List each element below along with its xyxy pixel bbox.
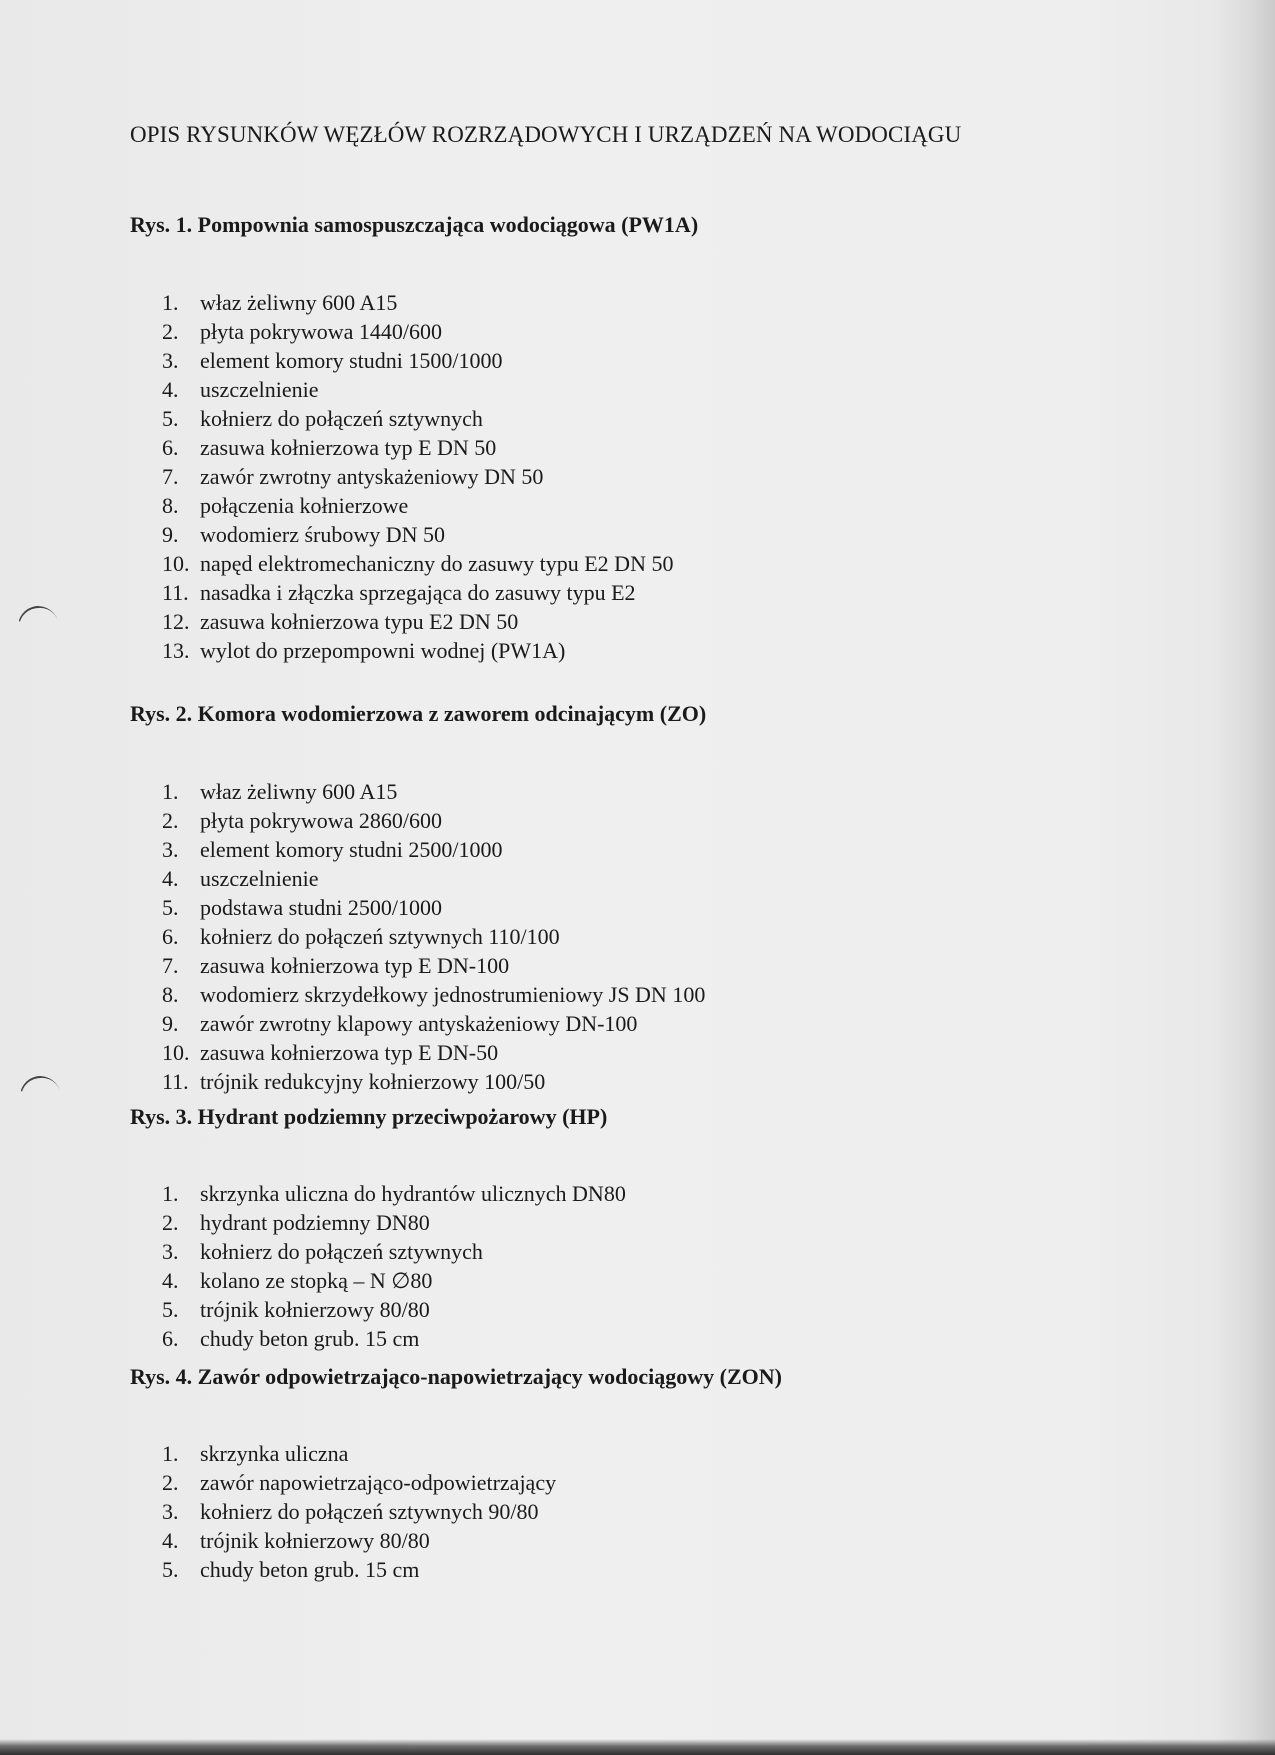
item-number: 10. [162, 1040, 190, 1065]
section-heading: Rys. 3. Hydrant podziemny przeciwpożarowy (HP) [130, 1104, 608, 1129]
list-item [162, 1324, 1162, 1353]
item-text: podstawa studni 2500/1000 [200, 895, 442, 920]
item-number: 2. [162, 319, 179, 344]
list-item [162, 491, 1162, 520]
item-number: 2. [162, 1210, 179, 1235]
item-text: trójnik kołnierzowy 80/80 [200, 1528, 430, 1553]
list-item [162, 549, 1162, 578]
item-number: 5. [162, 1297, 179, 1322]
list-item [162, 1555, 1162, 1584]
item-number: 2. [162, 808, 179, 833]
list-item [162, 806, 1162, 835]
item-number: 3. [162, 348, 179, 373]
list-item [162, 375, 1162, 404]
item-number: 1. [162, 1441, 179, 1466]
list-item [162, 893, 1162, 922]
item-text: zawór napowietrzająco-odpowietrzający [200, 1470, 557, 1495]
item-text: skrzynka uliczna [200, 1441, 349, 1466]
item-number: 4. [162, 1268, 179, 1293]
item-text: wylot do przepompowni wodnej (PW1A) [200, 638, 566, 663]
item-text: zasuwa kołnierzowa typ E DN 50 [200, 435, 497, 460]
item-number: 8. [162, 982, 179, 1007]
item-number: 5. [162, 895, 179, 920]
item-number: 2. [162, 1470, 179, 1495]
item-number: 5. [162, 406, 179, 431]
item-text: trójnik kołnierzowy 80/80 [200, 1297, 430, 1322]
item-text: wodomierz śrubowy DN 50 [200, 522, 446, 547]
section-rys-2 [130, 699, 1130, 1096]
item-text: chudy beton grub. 15 cm [200, 1557, 420, 1582]
item-text: właz żeliwny 600 A15 [200, 290, 398, 315]
item-text: kołnierz do połączeń sztywnych [200, 406, 483, 431]
list-item [162, 864, 1162, 893]
section-rys-4 [130, 1362, 1130, 1584]
item-text: trójnik redukcyjny kołnierzowy 100/50 [200, 1069, 546, 1094]
item-number: 9. [162, 522, 179, 547]
list-item [162, 922, 1162, 951]
list-item [162, 1009, 1162, 1038]
list-item [162, 835, 1162, 864]
punch-hole-mark-upper [12, 600, 65, 653]
section-heading: Rys. 4. Zawór odpowietrzająco-napowietrzający wodociągowy (ZON) [130, 1364, 783, 1389]
item-text: połączenia kołnierzowe [200, 493, 409, 518]
item-list [162, 288, 1162, 665]
item-text: wodomierz skrzydełkowy jednostrumieniowy JS DN 100 [200, 982, 706, 1007]
list-item [162, 1237, 1162, 1266]
list-item [162, 777, 1162, 806]
item-text: element komory studni 2500/1000 [200, 837, 503, 862]
item-number: 13. [162, 638, 190, 663]
item-text: zasuwa kołnierzowa typu E2 DN 50 [200, 609, 519, 634]
list-item [162, 1468, 1162, 1497]
item-number: 12. [162, 609, 190, 634]
item-number: 3. [162, 837, 179, 862]
item-number: 1. [162, 779, 179, 804]
item-text: zasuwa kołnierzowa typ E DN-50 [200, 1040, 499, 1065]
list-item [162, 346, 1162, 375]
punch-hole-mark-lower [14, 1070, 67, 1123]
list-item [162, 578, 1162, 607]
item-number: 10. [162, 551, 190, 576]
list-item [162, 404, 1162, 433]
item-number: 3. [162, 1239, 179, 1264]
item-text: hydrant podziemny DN80 [200, 1210, 430, 1235]
item-number: 5. [162, 1557, 179, 1582]
item-text: płyta pokrywowa 1440/600 [200, 319, 442, 344]
list-item [162, 462, 1162, 491]
item-text: właz żeliwny 600 A15 [200, 779, 398, 804]
item-number: 3. [162, 1499, 179, 1524]
item-number: 9. [162, 1011, 179, 1036]
list-item [162, 1038, 1162, 1067]
item-number: 4. [162, 866, 179, 891]
item-text: element komory studni 1500/1000 [200, 348, 503, 373]
item-number: 7. [162, 953, 179, 978]
list-item [162, 980, 1162, 1009]
item-text: nasadka i złączka sprzegająca do zasuwy typu E2 [200, 580, 636, 605]
item-text: kolano ze stopką – N ∅80 [200, 1268, 433, 1293]
item-number: 6. [162, 1326, 179, 1351]
item-number: 1. [162, 290, 179, 315]
section-rys-3 [130, 1102, 1130, 1353]
document-title: OPIS RYSUNKÓW WĘZŁÓW ROZRZĄDOWYCH I URZĄDZEŃ NA WODOCIĄGU [130, 122, 962, 147]
list-item [162, 520, 1162, 549]
list-item [162, 1439, 1162, 1468]
list-item [162, 951, 1162, 980]
item-text: kołnierz do połączeń sztywnych [200, 1239, 483, 1264]
item-text: uszczelnienie [200, 377, 319, 402]
list-item [162, 433, 1162, 462]
section-heading: Rys. 2. Komora wodomierzowa z zaworem odcinającym (ZO) [130, 701, 707, 726]
item-list [162, 1439, 1162, 1584]
item-number: 6. [162, 435, 179, 460]
list-item [162, 317, 1162, 346]
item-number: 6. [162, 924, 179, 949]
item-number: 4. [162, 1528, 179, 1553]
section-heading: Rys. 1. Pompownia samospuszczająca wodociągowa (PW1A) [130, 212, 699, 237]
item-text: kołnierz do połączeń sztywnych 90/80 [200, 1499, 539, 1524]
list-item [162, 607, 1162, 636]
item-text: zawór zwrotny klapowy antyskażeniowy DN-100 [200, 1011, 638, 1036]
item-number: 11. [162, 580, 189, 605]
section-rys-1 [130, 210, 1130, 665]
list-item [162, 1497, 1162, 1526]
list-item [162, 1208, 1162, 1237]
list-item [162, 288, 1162, 317]
item-text: chudy beton grub. 15 cm [200, 1326, 420, 1351]
item-text: płyta pokrywowa 2860/600 [200, 808, 442, 833]
item-number: 11. [162, 1069, 189, 1094]
list-item [162, 1067, 1162, 1096]
item-number: 4. [162, 377, 179, 402]
item-number: 8. [162, 493, 179, 518]
list-item [162, 1526, 1162, 1555]
scan-edge-shadow [1215, 0, 1275, 1755]
list-item [162, 1266, 1162, 1295]
list-item [162, 1295, 1162, 1324]
item-text: skrzynka uliczna do hydrantów ulicznych DN80 [200, 1181, 626, 1206]
list-item [162, 1179, 1162, 1208]
item-text: zawór zwrotny antyskażeniowy DN 50 [200, 464, 544, 489]
item-text: napęd elektromechaniczny do zasuwy typu E2 DN 50 [200, 551, 674, 576]
item-list [162, 1179, 1162, 1353]
item-number: 1. [162, 1181, 179, 1206]
item-text: kołnierz do połączeń sztywnych 110/100 [200, 924, 560, 949]
item-text: uszczelnienie [200, 866, 319, 891]
item-list [162, 777, 1162, 1096]
item-number: 7. [162, 464, 179, 489]
list-item [162, 636, 1162, 665]
item-text: zasuwa kołnierzowa typ E DN-100 [200, 953, 510, 978]
